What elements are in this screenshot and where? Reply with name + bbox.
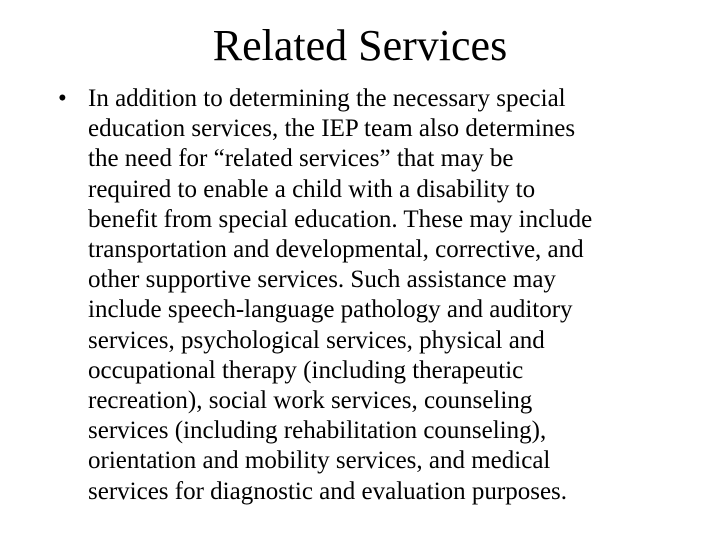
bullet-text-line: services, psychological services, physical and bbox=[88, 326, 545, 354]
bullet-text-line: education services, the IEP team also determines bbox=[88, 115, 576, 143]
bullet-text-line: other supportive services. Such assistance may bbox=[88, 266, 556, 294]
bullet-text-line: In addition to determining the necessary special bbox=[88, 85, 566, 112]
bullet-text-line: include speech-language pathology and auditory bbox=[88, 296, 573, 324]
bullet-text-line: benefit from special education. These may include bbox=[88, 205, 593, 233]
bullet-text-line: services (including rehabilitation counseling), bbox=[88, 417, 547, 445]
bullet-text-line: services for diagnostic and evaluation purposes. bbox=[88, 477, 568, 505]
bullet-item bbox=[58, 84, 698, 507]
bullet-text-line: the need for “related services” that may be bbox=[88, 145, 514, 173]
bullet-text-line: occupational therapy (including therapeutic bbox=[88, 356, 524, 384]
bullet-text-line: required to enable a child with a disability to bbox=[88, 175, 536, 203]
slide-title: Related Services bbox=[212, 21, 508, 70]
bullet-list bbox=[58, 84, 698, 507]
bullet-text-line: orientation and mobility services, and medical bbox=[88, 447, 551, 475]
bullet-point-icon: • bbox=[58, 85, 67, 112]
bullet-text-line: transportation and developmental, corrective, and bbox=[88, 236, 584, 264]
bullet-text-line: recreation), social work services, counseling bbox=[88, 387, 533, 415]
